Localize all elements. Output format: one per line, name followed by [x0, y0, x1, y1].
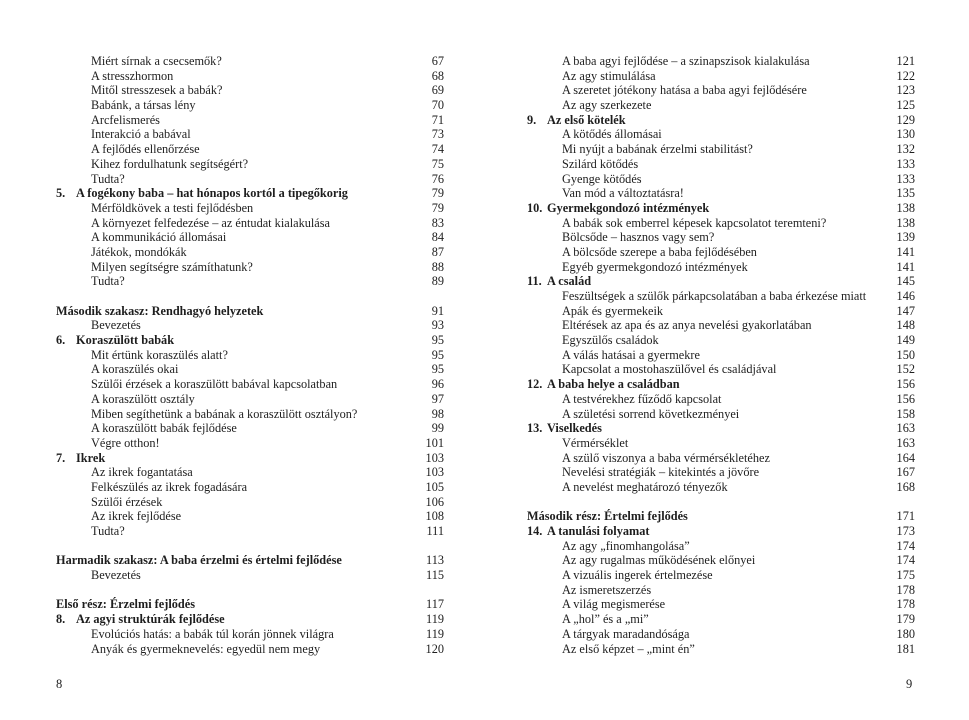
- entry-title: Szülői érzések: [91, 494, 163, 509]
- page-reference: 158: [896, 406, 915, 421]
- entry-title: Végre otthon!: [91, 435, 160, 450]
- entry-title: Miért sírnak a csecsemők?: [91, 54, 222, 68]
- toc-entry: [56, 260, 444, 275]
- toc-entry: [56, 465, 444, 480]
- toc-chapter-heading: [527, 113, 915, 128]
- entry-title: A válás hatásai a gyermekre: [562, 347, 700, 362]
- toc-entry: [56, 83, 444, 98]
- entry-title: Nevelési stratégiák – kitekintés a jövőre: [562, 465, 760, 480]
- toc-entry: [527, 362, 915, 377]
- chapter-title: [56, 451, 105, 466]
- entry-title: Egyéb gyermekgondozó intézmények: [562, 259, 748, 274]
- toc-entry: [527, 186, 915, 201]
- toc-chapter-heading: [527, 524, 915, 539]
- entry-title: Babánk, a társas lény: [91, 98, 196, 113]
- entry-title: A fejlődés ellenőrzése: [91, 142, 200, 157]
- toc-entry: [56, 201, 444, 216]
- entry-title: Miben segíthetünk a babának a koraszülött osztályon?: [91, 406, 358, 421]
- toc-entry: [527, 216, 915, 231]
- toc-entry: [527, 583, 915, 598]
- page-reference: 69: [431, 83, 444, 98]
- toc-entry: [527, 612, 915, 627]
- toc-right-column: [527, 54, 915, 656]
- entry-title: A „hol” és a „mi”: [562, 612, 649, 627]
- toc-entry: [527, 127, 915, 142]
- chapter-title: [527, 113, 626, 128]
- page-reference: 79: [431, 186, 444, 201]
- chapter-number: 6.: [56, 333, 66, 348]
- page-reference: 181: [896, 641, 915, 656]
- entry-title: A nevelést meghatározó tényezők: [562, 479, 728, 494]
- toc-entry: [527, 392, 915, 407]
- toc-entry: [56, 642, 444, 657]
- toc-entry: [527, 333, 915, 348]
- entry-title: Tudta?: [91, 171, 125, 186]
- page-reference: 133: [896, 156, 915, 171]
- page-reference: 132: [896, 142, 915, 157]
- section-title: Első rész: Érzelmi fejlődés: [56, 597, 195, 612]
- entry-title: A babák sok emberrel képesek kapcsolatot teremteni?: [562, 215, 827, 230]
- entry-title: Tudta?: [91, 524, 125, 538]
- entry-title: A szülő viszonya a baba vérmérsékletéhez: [562, 450, 770, 465]
- chapter-title: [56, 186, 348, 201]
- entry-title: Az agy „finomhangolása”: [562, 538, 690, 553]
- entry-title: A vizuális ingerek értelmezése: [562, 568, 713, 583]
- page-reference: 88: [431, 259, 444, 274]
- page-reference: 133: [896, 171, 915, 186]
- page-reference: 138: [896, 215, 915, 230]
- chapter-title-text: Az agyi struktúrák fejlődése: [76, 612, 225, 627]
- page-reference: 115: [426, 568, 444, 583]
- page-reference: 83: [431, 215, 444, 230]
- page-reference: 156: [896, 377, 915, 392]
- entry-title: A koraszülés okai: [91, 362, 179, 377]
- page-reference: 119: [426, 626, 444, 641]
- entry-title: Szülői érzések a koraszülött babával kapcsolatban: [91, 377, 338, 392]
- chapter-title: [56, 333, 174, 348]
- entry-title: A koraszülött babák fejlődése: [91, 421, 237, 436]
- entry-title: Játékok, mondókák: [91, 244, 187, 259]
- entry-title: A születési sorrend következményei: [562, 406, 740, 421]
- page-reference: 98: [431, 406, 444, 421]
- toc-spacer: [56, 289, 444, 304]
- chapter-title-text: Ikrek: [76, 450, 106, 465]
- page-reference: 97: [431, 391, 444, 406]
- toc-entry: [56, 172, 444, 187]
- page-reference: 71: [431, 112, 444, 127]
- toc-entry: [56, 627, 444, 642]
- toc-entry: [527, 142, 915, 157]
- entry-title: Evolúciós hatás: a babák túl korán jönnek világra: [91, 626, 334, 641]
- toc-chapter-heading: [527, 377, 915, 392]
- entry-title: Kapcsolat a mostohaszülővel és családjával: [562, 362, 777, 377]
- toc-entry: [527, 69, 915, 84]
- section-title: Második szakasz: Rendhagyó helyzetek: [56, 303, 264, 318]
- page-reference: 123: [896, 83, 915, 98]
- toc-entry: [527, 83, 915, 98]
- toc-section-heading: [527, 509, 915, 524]
- toc-entry: [56, 509, 444, 524]
- page-reference: 84: [431, 230, 444, 245]
- page-reference: 145: [896, 274, 915, 289]
- toc-section-heading: [56, 597, 444, 612]
- toc-chapter-heading: [527, 274, 915, 289]
- page-number-left: 8: [56, 677, 63, 691]
- page-reference: 173: [896, 524, 915, 538]
- chapter-number: 11.: [527, 274, 542, 289]
- toc-entry: [527, 627, 915, 642]
- page-reference: 119: [426, 612, 444, 627]
- chapter-number: 13.: [527, 421, 543, 436]
- chapter-number: 7.: [56, 450, 66, 465]
- page-reference: 108: [425, 509, 444, 524]
- page-reference: 75: [431, 156, 444, 171]
- toc-left-column: [56, 54, 444, 656]
- page-reference: 146: [896, 289, 915, 303]
- chapter-title: [527, 274, 591, 289]
- page-reference: 152: [896, 362, 915, 377]
- page-reference: 68: [431, 68, 444, 83]
- entry-title: Eltérések az apa és az anya nevelési gyakorlatában: [562, 318, 812, 333]
- entry-title: A világ megismerése: [562, 597, 666, 612]
- toc-entry: [56, 157, 444, 172]
- toc-entry: [527, 318, 915, 333]
- page-reference: 105: [425, 479, 444, 494]
- entry-title: Az első képzet – „mint én”: [562, 641, 695, 656]
- entry-title: A szeretet jótékony hatása a baba agyi fejlődésére: [562, 83, 807, 98]
- entry-title: A stresszhormon: [91, 68, 174, 83]
- chapter-title: [527, 201, 709, 216]
- page-reference: 147: [896, 303, 915, 318]
- toc-entry: [527, 245, 915, 260]
- entry-title: Bevezetés: [91, 318, 141, 333]
- toc-entry: [527, 289, 915, 304]
- page-reference: 180: [896, 626, 915, 641]
- toc-chapter-heading: [56, 451, 444, 466]
- page-reference: 149: [896, 333, 915, 348]
- page-reference: 171: [896, 509, 915, 524]
- chapter-title-text: A fogékony baba – hat hónapos kortól a tipegőkorig: [76, 186, 348, 201]
- entry-title: Gyenge kötődés: [562, 171, 642, 186]
- toc-entry: [56, 348, 444, 363]
- page-reference: 168: [896, 479, 915, 494]
- toc-entry: [56, 216, 444, 231]
- page-reference: 93: [431, 318, 444, 333]
- page-reference: 70: [431, 98, 444, 113]
- toc-entry: [527, 642, 915, 657]
- section-title: Második rész: Értelmi fejlődés: [527, 509, 688, 524]
- page-number-right: 9: [906, 677, 913, 691]
- page-reference: 95: [431, 347, 444, 362]
- entry-title: A koraszülött osztály: [91, 391, 195, 406]
- page-reference: 89: [431, 274, 444, 289]
- entry-title: Mitől stresszesek a babák?: [91, 83, 223, 98]
- chapter-title-text: Gyermekgondozó intézmények: [547, 200, 710, 215]
- entry-title: Egyszülős családok: [562, 333, 659, 348]
- chapter-number: 5.: [56, 186, 66, 201]
- toc-entry: [56, 568, 444, 583]
- page-reference: 174: [896, 538, 915, 553]
- entry-title: Vérmérséklet: [562, 435, 629, 450]
- entry-title: Anyák és gyermeknevelés: egyedül nem megy: [91, 641, 321, 656]
- page-reference: 156: [896, 391, 915, 406]
- page-reference: 174: [896, 553, 915, 568]
- page-reference: 135: [896, 186, 915, 201]
- entry-title: A bölcsőde szerepe a baba fejlődésében: [562, 244, 757, 259]
- page-reference: 130: [896, 127, 915, 142]
- toc-entry: [527, 98, 915, 113]
- toc-entry: [527, 172, 915, 187]
- page-reference: 73: [431, 127, 444, 142]
- toc-entry: [527, 480, 915, 495]
- chapter-title-text: A tanulási folyamat: [547, 524, 650, 538]
- chapter-number: 9.: [527, 112, 537, 127]
- toc-spacer: [56, 539, 444, 554]
- toc-entry: [527, 54, 915, 69]
- page-reference: 101: [425, 435, 444, 450]
- entry-title: Felkészülés az ikrek fogadására: [91, 479, 248, 494]
- entry-title: A testvérekhez fűződő kapcsolat: [562, 391, 722, 406]
- chapter-number: 14.: [527, 524, 543, 538]
- entry-title: A baba agyi fejlődése – a szinapszisok kialakulása: [562, 54, 810, 68]
- entry-title: Van mód a változtatásra!: [562, 186, 684, 201]
- entry-title: A környezet felfedezése – az éntudat kialakulása: [91, 215, 330, 230]
- toc-chapter-heading: [527, 201, 915, 216]
- entry-title: Interakció a babával: [91, 127, 191, 142]
- page-reference: 96: [431, 377, 444, 392]
- page-reference: 113: [426, 553, 444, 568]
- toc-entry: [527, 436, 915, 451]
- entry-title: Milyen segítségre számíthatunk?: [91, 259, 253, 274]
- page-reference: 111: [426, 524, 444, 538]
- toc-section-heading: [56, 304, 444, 319]
- toc-entry: [56, 495, 444, 510]
- page-reference: 99: [431, 421, 444, 436]
- toc-entry: [527, 348, 915, 363]
- toc-section-heading: [56, 553, 444, 568]
- entry-title: Az agy stimulálása: [562, 68, 656, 83]
- page-reference: 139: [896, 230, 915, 245]
- toc-entry: [56, 245, 444, 260]
- entry-title: Az agy szerkezete: [562, 98, 652, 113]
- page-reference: 164: [896, 450, 915, 465]
- entry-title: Mérföldkövek a testi fejlődésben: [91, 200, 254, 215]
- toc-entry: [56, 480, 444, 495]
- toc-entry: [56, 362, 444, 377]
- chapter-title: [527, 377, 680, 392]
- toc-entry: [527, 553, 915, 568]
- toc-entry: [527, 304, 915, 319]
- entry-title: Bevezetés: [91, 568, 141, 583]
- toc-chapter-heading: [56, 612, 444, 627]
- page-reference: 91: [431, 303, 444, 318]
- toc-entry: [527, 597, 915, 612]
- toc-entry: [56, 230, 444, 245]
- chapter-number: 10.: [527, 200, 543, 215]
- page-reference: 175: [896, 568, 915, 583]
- page-reference: 117: [426, 597, 444, 612]
- entry-title: A kötődés állomásai: [562, 127, 662, 142]
- entry-title: Bölcsőde – hasznos vagy sem?: [562, 230, 715, 245]
- page-reference: 125: [896, 98, 915, 113]
- page-reference: 163: [896, 435, 915, 450]
- entry-title: Feszültségek a szülők párkapcsolatában a baba érkezése miatt: [562, 289, 867, 303]
- toc-entry: [56, 113, 444, 128]
- toc-entry: [527, 568, 915, 583]
- page-reference: 138: [896, 200, 915, 215]
- toc-entry: [56, 274, 444, 289]
- chapter-number: 8.: [56, 612, 66, 627]
- entry-title: Kihez fordulhatunk segítségért?: [91, 156, 249, 171]
- toc-entry: [527, 465, 915, 480]
- toc-entry: [527, 407, 915, 422]
- toc-entry: [56, 377, 444, 392]
- entry-title: Mit értünk koraszülés alatt?: [91, 347, 228, 362]
- chapter-title-text: Koraszülött babák: [76, 333, 175, 348]
- entry-title: Arcfelismerés: [91, 112, 160, 127]
- entry-title: Az ikrek fogantatása: [91, 465, 193, 480]
- entry-title: Az ikrek fejlődése: [91, 509, 182, 524]
- toc-entry: [56, 142, 444, 157]
- page-reference: 95: [431, 362, 444, 377]
- toc-entry: [56, 54, 444, 69]
- toc-entry: [56, 436, 444, 451]
- entry-title: Az ismeretszerzés: [562, 582, 652, 597]
- page-reference: 106: [425, 494, 444, 509]
- page-reference: 120: [425, 641, 444, 656]
- toc-entry: [527, 230, 915, 245]
- page-reference: 121: [896, 54, 915, 68]
- chapter-title: [527, 524, 649, 539]
- entry-title: A tárgyak maradandósága: [562, 626, 690, 641]
- toc-entry: [527, 451, 915, 466]
- page-reference: 76: [431, 171, 444, 186]
- toc-entry: [56, 392, 444, 407]
- page-reference: 74: [431, 142, 444, 157]
- toc-spacer: [56, 583, 444, 598]
- page-reference: 103: [425, 450, 444, 465]
- page-reference: 179: [896, 612, 915, 627]
- page-reference: 163: [896, 421, 915, 436]
- toc-entry: [56, 69, 444, 84]
- page-reference: 167: [896, 465, 915, 480]
- page-reference: 122: [896, 68, 915, 83]
- chapter-title: [527, 421, 602, 436]
- page-reference: 79: [431, 200, 444, 215]
- entry-title: A kommunikáció állomásai: [91, 230, 227, 245]
- page-reference: 150: [896, 347, 915, 362]
- entry-title: Apák és gyermekeik: [562, 303, 664, 318]
- toc-chapter-heading: [56, 333, 444, 348]
- chapter-title-text: A család: [547, 274, 592, 289]
- page-reference: 103: [425, 465, 444, 480]
- toc-chapter-heading: [527, 421, 915, 436]
- toc-entry: [527, 157, 915, 172]
- toc-entry: [56, 127, 444, 142]
- toc-entry: [527, 539, 915, 554]
- entry-title: Tudta?: [91, 274, 125, 289]
- chapter-title-text: A baba helye a családban: [547, 377, 680, 392]
- toc-entry: [56, 524, 444, 539]
- page-reference: 141: [896, 244, 915, 259]
- toc-entry: [56, 318, 444, 333]
- section-title: Harmadik szakasz: A baba érzelmi és értelmi fejlődése: [56, 553, 342, 568]
- page-reference: 129: [896, 112, 915, 127]
- page-reference: 178: [896, 582, 915, 597]
- page-reference: 87: [431, 244, 444, 259]
- page-reference: 141: [896, 259, 915, 274]
- toc-entry: [56, 407, 444, 422]
- toc-entry: [56, 98, 444, 113]
- chapter-title-text: Az első kötelék: [547, 112, 626, 127]
- entry-title: Az agy rugalmas működésének előnyei: [562, 553, 756, 568]
- entry-title: Szilárd kötődés: [562, 156, 639, 171]
- chapter-title-text: Viselkedés: [547, 421, 602, 436]
- page-reference: 67: [431, 54, 444, 68]
- entry-title: Mi nyújt a babának érzelmi stabilitást?: [562, 142, 753, 157]
- page-reference: 95: [431, 333, 444, 348]
- toc-entry: [56, 421, 444, 436]
- page-reference: 148: [896, 318, 915, 333]
- chapter-title: [56, 612, 225, 627]
- page-reference: 178: [896, 597, 915, 612]
- toc-entry: [527, 260, 915, 275]
- toc-spacer: [527, 495, 915, 510]
- chapter-number: 12.: [527, 377, 543, 392]
- toc-chapter-heading: [56, 186, 444, 201]
